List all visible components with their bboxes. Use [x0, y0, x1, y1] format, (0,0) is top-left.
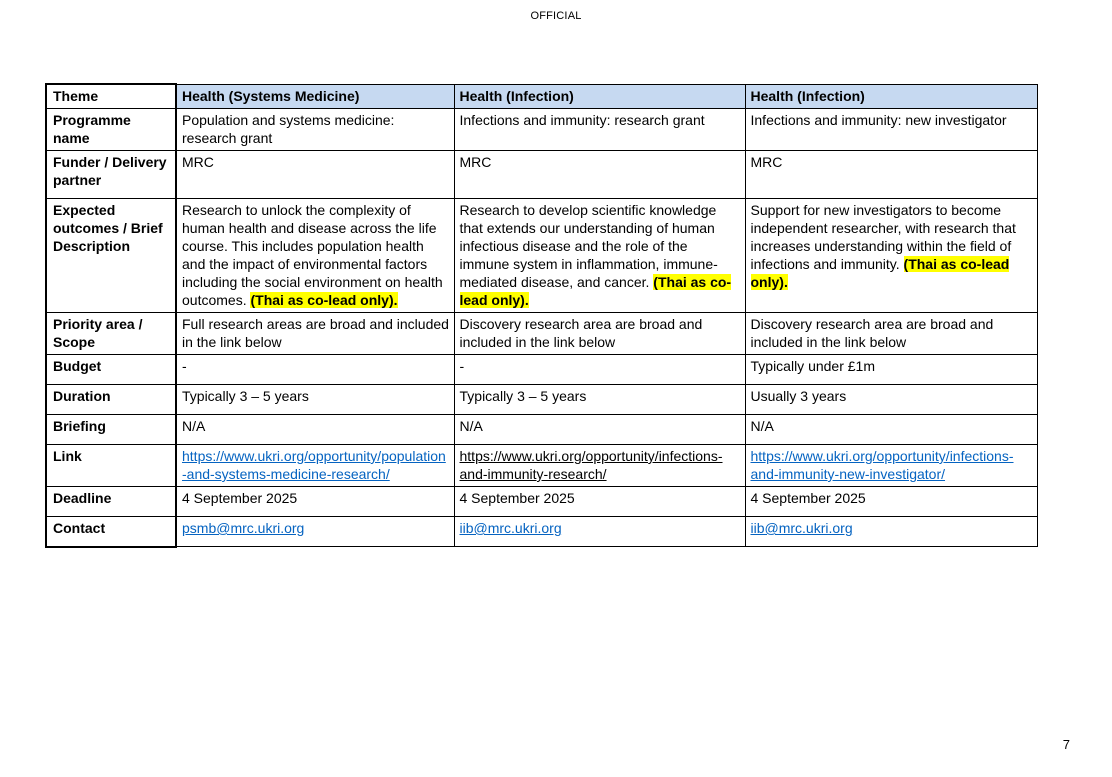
cell-funder-1: MRC	[176, 151, 454, 199]
cell-contact-1	[176, 517, 454, 547]
funding-opportunities-table	[45, 83, 1038, 548]
opportunity-link-3[interactable]: https://www.ukri.org/opportunity/infections-and-immunity-new-investigator/	[750, 448, 1014, 482]
cell-contact-2	[454, 517, 745, 547]
row-duration	[46, 385, 1037, 415]
row-scope	[46, 313, 1037, 355]
row-briefing	[46, 415, 1037, 445]
cell-budget-3: Typically under £1m	[745, 355, 1037, 385]
cell-briefing-1: N/A	[176, 415, 454, 445]
cell-programme-3: Infections and immunity: new investigator	[745, 109, 1037, 151]
contact-email-link-1[interactable]: psmb@mrc.ukri.org	[182, 520, 305, 536]
cell-deadline-2: 4 September 2025	[454, 487, 745, 517]
label-budget: Budget	[46, 355, 176, 385]
outcomes-text-3: Support for new investigators to become independent researcher, with research that increases understanding within the field of infections and immunity.	[750, 202, 1016, 272]
row-programme	[46, 109, 1037, 151]
cell-programme-2: Infections and immunity: research grant	[454, 109, 745, 151]
cell-duration-1: Typically 3 – 5 years	[176, 385, 454, 415]
security-marking: OFFICIAL	[530, 10, 582, 22]
cell-theme-2: Health (Infection)	[454, 84, 745, 109]
row-theme	[46, 84, 1037, 109]
cell-outcomes-1	[176, 199, 454, 313]
cell-deadline-3: 4 September 2025	[745, 487, 1037, 517]
cell-link-1	[176, 445, 454, 487]
cell-funder-3: MRC	[745, 151, 1037, 199]
co-lead-highlight-1: (Thai as co-lead only).	[250, 292, 398, 308]
cell-link-3	[745, 445, 1037, 487]
label-link: Link	[46, 445, 176, 487]
cell-theme-3: Health (Infection)	[745, 84, 1037, 109]
label-duration: Duration	[46, 385, 176, 415]
cell-outcomes-3	[745, 199, 1037, 313]
co-lead-highlight-2: (Thai as co-lead only).	[459, 274, 732, 308]
label-scope: Priority area / Scope	[46, 313, 176, 355]
cell-briefing-2: N/A	[454, 415, 745, 445]
label-theme: Theme	[46, 84, 176, 109]
cell-duration-2: Typically 3 – 5 years	[454, 385, 745, 415]
cell-budget-1: -	[176, 355, 454, 385]
label-briefing: Briefing	[46, 415, 176, 445]
outcomes-text-2: Research to develop scientific knowledge that extends our understanding of human infectious disease and the role of the immune system in inflammation, immune-mediated disease, and cancer.	[459, 202, 718, 290]
row-outcomes	[46, 199, 1037, 313]
opportunity-link-2[interactable]: https://www.ukri.org/opportunity/infections-and-immunity-research/	[459, 448, 723, 482]
cell-link-2	[454, 445, 745, 487]
cell-scope-1: Full research areas are broad and included in the link below	[176, 313, 454, 355]
label-outcomes: Expected outcomes / Brief Description	[46, 199, 176, 313]
label-programme: Programme name	[46, 109, 176, 151]
row-funder	[46, 151, 1037, 199]
co-lead-highlight-3: (Thai as co-lead only).	[750, 256, 1010, 290]
cell-theme-1: Health (Systems Medicine)	[176, 84, 454, 109]
contact-email-link-2[interactable]: iib@mrc.ukri.org	[459, 520, 562, 536]
page-number: 7	[1062, 737, 1070, 752]
row-deadline	[46, 487, 1037, 517]
cell-funder-2: MRC	[454, 151, 745, 199]
cell-contact-3	[745, 517, 1037, 547]
cell-briefing-3: N/A	[745, 415, 1037, 445]
row-budget	[46, 355, 1037, 385]
cell-deadline-1: 4 September 2025	[176, 487, 454, 517]
row-contact	[46, 517, 1037, 547]
cell-duration-3: Usually 3 years	[745, 385, 1037, 415]
cell-scope-3: Discovery research area are broad and included in the link below	[745, 313, 1037, 355]
label-deadline: Deadline	[46, 487, 176, 517]
label-contact: Contact	[46, 517, 176, 547]
opportunity-link-1[interactable]: https://www.ukri.org/opportunity/population-and-systems-medicine-research/	[182, 448, 446, 482]
cell-scope-2: Discovery research area are broad and included in the link below	[454, 313, 745, 355]
outcomes-text-1: Research to unlock the complexity of human health and disease across the life course. This includes population health and the impact of environmental factors including the social environment on health outcomes.	[182, 202, 443, 308]
cell-budget-2: -	[454, 355, 745, 385]
label-funder: Funder / Delivery partner	[46, 151, 176, 199]
cell-programme-1: Population and systems medicine: research grant	[176, 109, 454, 151]
contact-email-link-3[interactable]: iib@mrc.ukri.org	[750, 520, 853, 536]
row-link	[46, 445, 1037, 487]
cell-outcomes-2	[454, 199, 745, 313]
